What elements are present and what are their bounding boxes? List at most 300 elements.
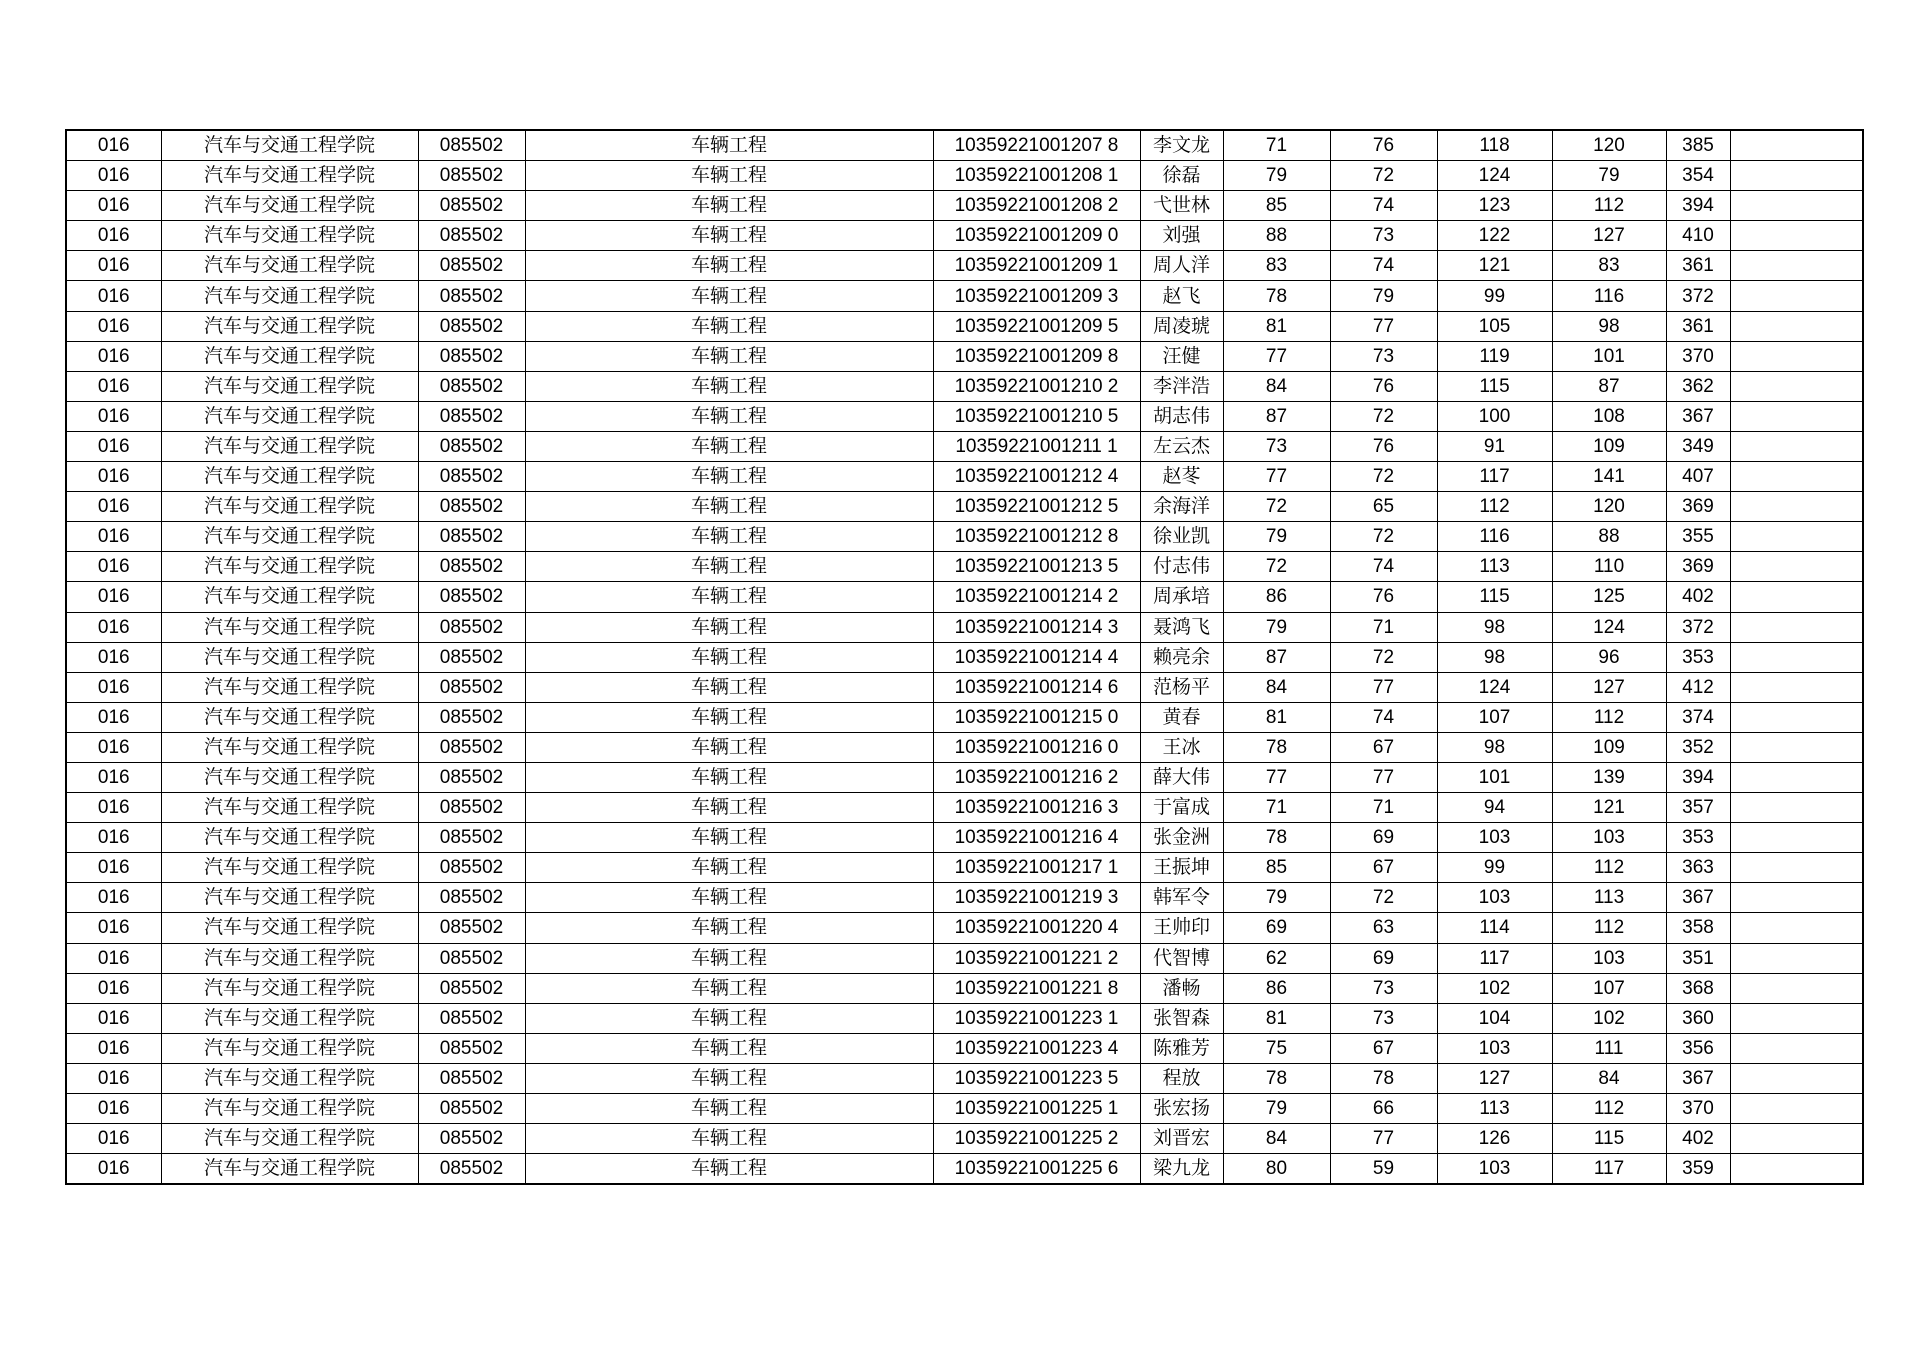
score-english-cell: 67 xyxy=(1330,732,1437,762)
major-name-cell: 车辆工程 xyxy=(525,371,933,401)
major-code-cell: 085502 xyxy=(418,1094,525,1124)
remark-cell xyxy=(1730,462,1863,492)
major-name-cell: 车辆工程 xyxy=(525,672,933,702)
exam-id-cell: 10359221001212 5 xyxy=(933,492,1140,522)
unit-code-cell: 016 xyxy=(66,1154,161,1185)
major-code-cell: 085502 xyxy=(418,582,525,612)
score-subject2-cell: 109 xyxy=(1552,732,1666,762)
major-code-cell: 085502 xyxy=(418,221,525,251)
major-name-cell: 车辆工程 xyxy=(525,883,933,913)
total-score-cell: 372 xyxy=(1666,612,1730,642)
major-code-cell: 085502 xyxy=(418,672,525,702)
table-row xyxy=(66,462,1863,492)
major-name-cell: 车辆工程 xyxy=(525,431,933,461)
unit-code-cell: 016 xyxy=(66,221,161,251)
total-score-cell: 360 xyxy=(1666,1003,1730,1033)
name-cell: 黄春 xyxy=(1140,702,1223,732)
score-subject1-cell: 126 xyxy=(1437,1124,1552,1154)
major-code-cell: 085502 xyxy=(418,1124,525,1154)
exam-id-cell: 10359221001217 1 xyxy=(933,853,1140,883)
score-english-cell: 77 xyxy=(1330,672,1437,702)
exam-id-cell: 10359221001208 2 xyxy=(933,191,1140,221)
remark-cell xyxy=(1730,371,1863,401)
score-politics-cell: 84 xyxy=(1223,1124,1330,1154)
name-cell: 薛大伟 xyxy=(1140,762,1223,792)
score-politics-cell: 71 xyxy=(1223,130,1330,161)
score-english-cell: 72 xyxy=(1330,642,1437,672)
college-cell: 汽车与交通工程学院 xyxy=(161,522,418,552)
exam-id-cell: 10359221001225 2 xyxy=(933,1124,1140,1154)
total-score-cell: 402 xyxy=(1666,582,1730,612)
exam-id-cell: 10359221001223 4 xyxy=(933,1033,1140,1063)
exam-id-cell: 10359221001225 1 xyxy=(933,1094,1140,1124)
major-name-cell: 车辆工程 xyxy=(525,1154,933,1185)
score-english-cell: 71 xyxy=(1330,612,1437,642)
name-cell: 张金洲 xyxy=(1140,823,1223,853)
major-name-cell: 车辆工程 xyxy=(525,582,933,612)
unit-code-cell: 016 xyxy=(66,642,161,672)
major-name-cell: 车辆工程 xyxy=(525,552,933,582)
total-score-cell: 370 xyxy=(1666,341,1730,371)
name-cell: 潘畅 xyxy=(1140,973,1223,1003)
exam-id-cell: 10359221001225 6 xyxy=(933,1154,1140,1185)
score-politics-cell: 78 xyxy=(1223,281,1330,311)
unit-code-cell: 016 xyxy=(66,431,161,461)
remark-cell xyxy=(1730,853,1863,883)
exam-id-cell: 10359221001221 8 xyxy=(933,973,1140,1003)
total-score-cell: 363 xyxy=(1666,853,1730,883)
name-cell: 周承培 xyxy=(1140,582,1223,612)
exam-id-cell: 10359221001209 1 xyxy=(933,251,1140,281)
college-cell: 汽车与交通工程学院 xyxy=(161,130,418,161)
remark-cell xyxy=(1730,793,1863,823)
score-politics-cell: 75 xyxy=(1223,1033,1330,1063)
score-subject2-cell: 83 xyxy=(1552,251,1666,281)
score-subject2-cell: 84 xyxy=(1552,1063,1666,1093)
score-politics-cell: 77 xyxy=(1223,341,1330,371)
unit-code-cell: 016 xyxy=(66,251,161,281)
table-row xyxy=(66,281,1863,311)
exam-id-cell: 10359221001214 4 xyxy=(933,642,1140,672)
total-score-cell: 407 xyxy=(1666,462,1730,492)
score-subject2-cell: 110 xyxy=(1552,552,1666,582)
score-subject2-cell: 107 xyxy=(1552,973,1666,1003)
score-english-cell: 77 xyxy=(1330,1124,1437,1154)
score-politics-cell: 87 xyxy=(1223,401,1330,431)
college-cell: 汽车与交通工程学院 xyxy=(161,642,418,672)
score-subject1-cell: 117 xyxy=(1437,462,1552,492)
exam-id-cell: 10359221001212 8 xyxy=(933,522,1140,552)
table-row xyxy=(66,1063,1863,1093)
score-english-cell: 74 xyxy=(1330,552,1437,582)
score-english-cell: 79 xyxy=(1330,281,1437,311)
college-cell: 汽车与交通工程学院 xyxy=(161,191,418,221)
college-cell: 汽车与交通工程学院 xyxy=(161,401,418,431)
total-score-cell: 369 xyxy=(1666,492,1730,522)
total-score-cell: 351 xyxy=(1666,943,1730,973)
score-subject2-cell: 79 xyxy=(1552,161,1666,191)
score-subject1-cell: 101 xyxy=(1437,762,1552,792)
remark-cell xyxy=(1730,552,1863,582)
score-english-cell: 76 xyxy=(1330,371,1437,401)
college-cell: 汽车与交通工程学院 xyxy=(161,281,418,311)
major-code-cell: 085502 xyxy=(418,973,525,1003)
score-english-cell: 69 xyxy=(1330,943,1437,973)
remark-cell xyxy=(1730,130,1863,161)
unit-code-cell: 016 xyxy=(66,281,161,311)
exam-id-cell: 10359221001209 0 xyxy=(933,221,1140,251)
total-score-cell: 394 xyxy=(1666,191,1730,221)
name-cell: 余海洋 xyxy=(1140,492,1223,522)
college-cell: 汽车与交通工程学院 xyxy=(161,341,418,371)
remark-cell xyxy=(1730,1154,1863,1185)
college-cell: 汽车与交通工程学院 xyxy=(161,612,418,642)
score-subject2-cell: 121 xyxy=(1552,793,1666,823)
remark-cell xyxy=(1730,1124,1863,1154)
remark-cell xyxy=(1730,702,1863,732)
exam-id-cell: 10359221001214 3 xyxy=(933,612,1140,642)
unit-code-cell: 016 xyxy=(66,552,161,582)
college-cell: 汽车与交通工程学院 xyxy=(161,702,418,732)
name-cell: 李文龙 xyxy=(1140,130,1223,161)
score-subject1-cell: 123 xyxy=(1437,191,1552,221)
score-subject1-cell: 91 xyxy=(1437,431,1552,461)
unit-code-cell: 016 xyxy=(66,1063,161,1093)
exam-id-cell: 10359221001216 2 xyxy=(933,762,1140,792)
score-subject1-cell: 103 xyxy=(1437,883,1552,913)
table-row xyxy=(66,582,1863,612)
major-code-cell: 085502 xyxy=(418,823,525,853)
unit-code-cell: 016 xyxy=(66,853,161,883)
college-cell: 汽车与交通工程学院 xyxy=(161,492,418,522)
exam-id-cell: 10359221001223 5 xyxy=(933,1063,1140,1093)
score-politics-cell: 79 xyxy=(1223,612,1330,642)
major-code-cell: 085502 xyxy=(418,793,525,823)
score-subject1-cell: 124 xyxy=(1437,672,1552,702)
total-score-cell: 369 xyxy=(1666,552,1730,582)
college-cell: 汽车与交通工程学院 xyxy=(161,371,418,401)
score-politics-cell: 78 xyxy=(1223,732,1330,762)
score-subject1-cell: 102 xyxy=(1437,973,1552,1003)
college-cell: 汽车与交通工程学院 xyxy=(161,1063,418,1093)
total-score-cell: 372 xyxy=(1666,281,1730,311)
major-code-cell: 085502 xyxy=(418,853,525,883)
remark-cell xyxy=(1730,883,1863,913)
name-cell: 代智博 xyxy=(1140,943,1223,973)
remark-cell xyxy=(1730,341,1863,371)
major-code-cell: 085502 xyxy=(418,1033,525,1063)
table-row xyxy=(66,431,1863,461)
score-english-cell: 73 xyxy=(1330,341,1437,371)
name-cell: 王振坤 xyxy=(1140,853,1223,883)
exam-id-cell: 10359221001207 8 xyxy=(933,130,1140,161)
exam-id-cell: 10359221001215 0 xyxy=(933,702,1140,732)
unit-code-cell: 016 xyxy=(66,973,161,1003)
score-subject2-cell: 101 xyxy=(1552,341,1666,371)
remark-cell xyxy=(1730,582,1863,612)
unit-code-cell: 016 xyxy=(66,161,161,191)
score-english-cell: 67 xyxy=(1330,1033,1437,1063)
table-row xyxy=(66,341,1863,371)
name-cell: 付志伟 xyxy=(1140,552,1223,582)
score-subject1-cell: 103 xyxy=(1437,823,1552,853)
name-cell: 周人洋 xyxy=(1140,251,1223,281)
table-row xyxy=(66,130,1863,161)
score-politics-cell: 77 xyxy=(1223,762,1330,792)
remark-cell xyxy=(1730,161,1863,191)
score-politics-cell: 79 xyxy=(1223,161,1330,191)
total-score-cell: 394 xyxy=(1666,762,1730,792)
major-code-cell: 085502 xyxy=(418,642,525,672)
unit-code-cell: 016 xyxy=(66,732,161,762)
exam-id-cell: 10359221001214 6 xyxy=(933,672,1140,702)
remark-cell xyxy=(1730,431,1863,461)
college-cell: 汽车与交通工程学院 xyxy=(161,732,418,762)
score-subject1-cell: 121 xyxy=(1437,251,1552,281)
total-score-cell: 353 xyxy=(1666,823,1730,853)
name-cell: 赵飞 xyxy=(1140,281,1223,311)
total-score-cell: 361 xyxy=(1666,311,1730,341)
major-code-cell: 085502 xyxy=(418,371,525,401)
unit-code-cell: 016 xyxy=(66,522,161,552)
name-cell: 刘晋宏 xyxy=(1140,1124,1223,1154)
college-cell: 汽车与交通工程学院 xyxy=(161,823,418,853)
table-row xyxy=(66,1033,1863,1063)
score-politics-cell: 71 xyxy=(1223,793,1330,823)
major-name-cell: 车辆工程 xyxy=(525,943,933,973)
total-score-cell: 358 xyxy=(1666,913,1730,943)
score-english-cell: 72 xyxy=(1330,462,1437,492)
score-subject2-cell: 111 xyxy=(1552,1033,1666,1063)
table-row xyxy=(66,1003,1863,1033)
total-score-cell: 353 xyxy=(1666,642,1730,672)
total-score-cell: 352 xyxy=(1666,732,1730,762)
major-name-cell: 车辆工程 xyxy=(525,1063,933,1093)
remark-cell xyxy=(1730,973,1863,1003)
name-cell: 张智森 xyxy=(1140,1003,1223,1033)
score-subject2-cell: 87 xyxy=(1552,371,1666,401)
score-subject2-cell: 125 xyxy=(1552,582,1666,612)
college-cell: 汽车与交通工程学院 xyxy=(161,793,418,823)
remark-cell xyxy=(1730,311,1863,341)
name-cell: 赖亮余 xyxy=(1140,642,1223,672)
remark-cell xyxy=(1730,221,1863,251)
score-subject2-cell: 120 xyxy=(1552,130,1666,161)
major-code-cell: 085502 xyxy=(418,883,525,913)
remark-cell xyxy=(1730,251,1863,281)
score-english-cell: 73 xyxy=(1330,221,1437,251)
major-code-cell: 085502 xyxy=(418,1003,525,1033)
score-subject2-cell: 113 xyxy=(1552,883,1666,913)
remark-cell xyxy=(1730,823,1863,853)
score-english-cell: 63 xyxy=(1330,913,1437,943)
remark-cell xyxy=(1730,1033,1863,1063)
exam-id-cell: 10359221001213 5 xyxy=(933,552,1140,582)
table-row xyxy=(66,853,1863,883)
score-subject2-cell: 120 xyxy=(1552,492,1666,522)
score-table xyxy=(65,129,1864,1185)
table-row xyxy=(66,1124,1863,1154)
table-row xyxy=(66,311,1863,341)
score-politics-cell: 77 xyxy=(1223,462,1330,492)
major-name-cell: 车辆工程 xyxy=(525,341,933,371)
score-politics-cell: 85 xyxy=(1223,191,1330,221)
major-name-cell: 车辆工程 xyxy=(525,973,933,1003)
total-score-cell: 410 xyxy=(1666,221,1730,251)
score-subject2-cell: 112 xyxy=(1552,191,1666,221)
major-code-cell: 085502 xyxy=(418,492,525,522)
score-subject1-cell: 99 xyxy=(1437,853,1552,883)
table-row xyxy=(66,161,1863,191)
score-subject2-cell: 108 xyxy=(1552,401,1666,431)
score-politics-cell: 88 xyxy=(1223,221,1330,251)
total-score-cell: 361 xyxy=(1666,251,1730,281)
score-politics-cell: 83 xyxy=(1223,251,1330,281)
major-code-cell: 085502 xyxy=(418,341,525,371)
table-row xyxy=(66,552,1863,582)
total-score-cell: 370 xyxy=(1666,1094,1730,1124)
score-subject1-cell: 98 xyxy=(1437,612,1552,642)
total-score-cell: 374 xyxy=(1666,702,1730,732)
score-subject1-cell: 112 xyxy=(1437,492,1552,522)
table-row xyxy=(66,943,1863,973)
total-score-cell: 355 xyxy=(1666,522,1730,552)
unit-code-cell: 016 xyxy=(66,1003,161,1033)
table-row xyxy=(66,823,1863,853)
table-row xyxy=(66,522,1863,552)
score-english-cell: 72 xyxy=(1330,883,1437,913)
score-politics-cell: 79 xyxy=(1223,522,1330,552)
score-subject1-cell: 103 xyxy=(1437,1154,1552,1185)
score-english-cell: 59 xyxy=(1330,1154,1437,1185)
table-row xyxy=(66,221,1863,251)
score-subject1-cell: 115 xyxy=(1437,371,1552,401)
score-subject2-cell: 112 xyxy=(1552,1094,1666,1124)
score-subject2-cell: 88 xyxy=(1552,522,1666,552)
college-cell: 汽车与交通工程学院 xyxy=(161,161,418,191)
score-politics-cell: 81 xyxy=(1223,702,1330,732)
college-cell: 汽车与交通工程学院 xyxy=(161,251,418,281)
name-cell: 陈雅芳 xyxy=(1140,1033,1223,1063)
remark-cell xyxy=(1730,672,1863,702)
college-cell: 汽车与交通工程学院 xyxy=(161,311,418,341)
major-code-cell: 085502 xyxy=(418,311,525,341)
unit-code-cell: 016 xyxy=(66,702,161,732)
score-subject2-cell: 112 xyxy=(1552,913,1666,943)
table-row xyxy=(66,191,1863,221)
score-subject2-cell: 116 xyxy=(1552,281,1666,311)
college-cell: 汽车与交通工程学院 xyxy=(161,582,418,612)
major-name-cell: 车辆工程 xyxy=(525,462,933,492)
major-code-cell: 085502 xyxy=(418,1063,525,1093)
major-code-cell: 085502 xyxy=(418,612,525,642)
major-code-cell: 085502 xyxy=(418,130,525,161)
score-english-cell: 74 xyxy=(1330,251,1437,281)
major-code-cell: 085502 xyxy=(418,913,525,943)
score-english-cell: 67 xyxy=(1330,853,1437,883)
exam-id-cell: 10359221001209 5 xyxy=(933,311,1140,341)
score-subject2-cell: 96 xyxy=(1552,642,1666,672)
name-cell: 王冰 xyxy=(1140,732,1223,762)
name-cell: 弋世林 xyxy=(1140,191,1223,221)
name-cell: 左云杰 xyxy=(1140,431,1223,461)
score-politics-cell: 86 xyxy=(1223,973,1330,1003)
major-name-cell: 车辆工程 xyxy=(525,281,933,311)
unit-code-cell: 016 xyxy=(66,943,161,973)
unit-code-cell: 016 xyxy=(66,582,161,612)
score-subject2-cell: 103 xyxy=(1552,823,1666,853)
score-politics-cell: 85 xyxy=(1223,853,1330,883)
score-subject2-cell: 109 xyxy=(1552,431,1666,461)
major-code-cell: 085502 xyxy=(418,732,525,762)
major-code-cell: 085502 xyxy=(418,462,525,492)
table-row xyxy=(66,1154,1863,1185)
score-english-cell: 72 xyxy=(1330,401,1437,431)
score-subject2-cell: 102 xyxy=(1552,1003,1666,1033)
total-score-cell: 359 xyxy=(1666,1154,1730,1185)
total-score-cell: 367 xyxy=(1666,1063,1730,1093)
exam-id-cell: 10359221001211 1 xyxy=(933,431,1140,461)
major-name-cell: 车辆工程 xyxy=(525,732,933,762)
score-subject1-cell: 107 xyxy=(1437,702,1552,732)
score-subject1-cell: 124 xyxy=(1437,161,1552,191)
score-subject2-cell: 127 xyxy=(1552,221,1666,251)
score-subject1-cell: 100 xyxy=(1437,401,1552,431)
college-cell: 汽车与交通工程学院 xyxy=(161,913,418,943)
score-politics-cell: 87 xyxy=(1223,642,1330,672)
name-cell: 周凌琥 xyxy=(1140,311,1223,341)
college-cell: 汽车与交通工程学院 xyxy=(161,943,418,973)
college-cell: 汽车与交通工程学院 xyxy=(161,462,418,492)
major-name-cell: 车辆工程 xyxy=(525,492,933,522)
table-row xyxy=(66,672,1863,702)
college-cell: 汽车与交通工程学院 xyxy=(161,1124,418,1154)
score-subject1-cell: 113 xyxy=(1437,1094,1552,1124)
table-body xyxy=(66,130,1863,1184)
unit-code-cell: 016 xyxy=(66,762,161,792)
score-politics-cell: 86 xyxy=(1223,582,1330,612)
college-cell: 汽车与交通工程学院 xyxy=(161,973,418,1003)
major-name-cell: 车辆工程 xyxy=(525,130,933,161)
college-cell: 汽车与交通工程学院 xyxy=(161,1033,418,1063)
score-subject2-cell: 103 xyxy=(1552,943,1666,973)
remark-cell xyxy=(1730,401,1863,431)
score-subject1-cell: 114 xyxy=(1437,913,1552,943)
table-row xyxy=(66,401,1863,431)
remark-cell xyxy=(1730,732,1863,762)
remark-cell xyxy=(1730,281,1863,311)
total-score-cell: 412 xyxy=(1666,672,1730,702)
major-code-cell: 085502 xyxy=(418,522,525,552)
major-name-cell: 车辆工程 xyxy=(525,793,933,823)
score-english-cell: 65 xyxy=(1330,492,1437,522)
score-english-cell: 77 xyxy=(1330,762,1437,792)
score-english-cell: 72 xyxy=(1330,522,1437,552)
table-row xyxy=(66,371,1863,401)
name-cell: 范杨平 xyxy=(1140,672,1223,702)
score-subject1-cell: 98 xyxy=(1437,732,1552,762)
score-politics-cell: 72 xyxy=(1223,552,1330,582)
total-score-cell: 349 xyxy=(1666,431,1730,461)
name-cell: 聂鸿飞 xyxy=(1140,612,1223,642)
major-name-cell: 车辆工程 xyxy=(525,853,933,883)
exam-id-cell: 10359221001223 1 xyxy=(933,1003,1140,1033)
total-score-cell: 402 xyxy=(1666,1124,1730,1154)
exam-id-cell: 10359221001216 3 xyxy=(933,793,1140,823)
remark-cell xyxy=(1730,1003,1863,1033)
name-cell: 徐磊 xyxy=(1140,161,1223,191)
unit-code-cell: 016 xyxy=(66,823,161,853)
